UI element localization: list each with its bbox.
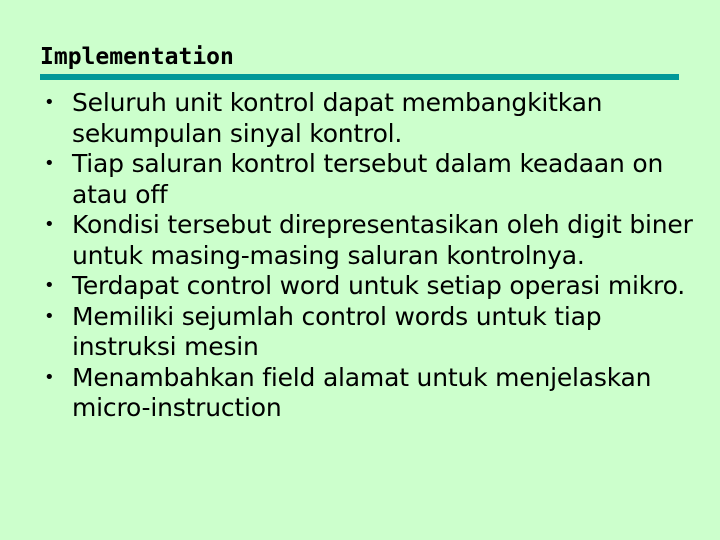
- bullet-text-4: Terdapat control word untuk setiap operasi mikro.: [72, 271, 685, 300]
- bullet-item-4: [40, 271, 700, 302]
- bullet-item-5: [40, 302, 700, 363]
- bullet-marker: •: [44, 305, 55, 327]
- title-underline: [40, 74, 679, 80]
- bullet-marker: •: [44, 214, 55, 235]
- bullet-item-2: [40, 149, 700, 210]
- bullet-item-6: [40, 363, 700, 424]
- bullet-item-3: [40, 210, 700, 271]
- bullet-text-5: Memiliki sejumlah control words untuk tiap instruksi mesin: [72, 301, 602, 361]
- bullet-marker: •: [44, 153, 55, 174]
- bullet-text-1: Seluruh unit kontrol dapat membangkitkan sekumpulan sinyal kontrol.: [72, 88, 603, 148]
- bullet-text-3: Kondisi tersebut direpresentasikan oleh digit biner untuk masing-masing saluran kontrolnya.: [72, 210, 693, 270]
- bullet-marker: •: [44, 275, 55, 296]
- slide-title: Implementation: [40, 44, 234, 70]
- bullet-list: [40, 88, 700, 424]
- bullet-text-6: Menambahkan field alamat untuk menjelaskan micro-instruction: [72, 362, 652, 422]
- bullet-marker: •: [44, 366, 55, 388]
- bullet-item-1: [40, 88, 700, 149]
- bullet-text-2: Tiap saluran kontrol tersebut dalam keadaan on atau off: [72, 149, 664, 209]
- bullet-marker: •: [44, 92, 55, 113]
